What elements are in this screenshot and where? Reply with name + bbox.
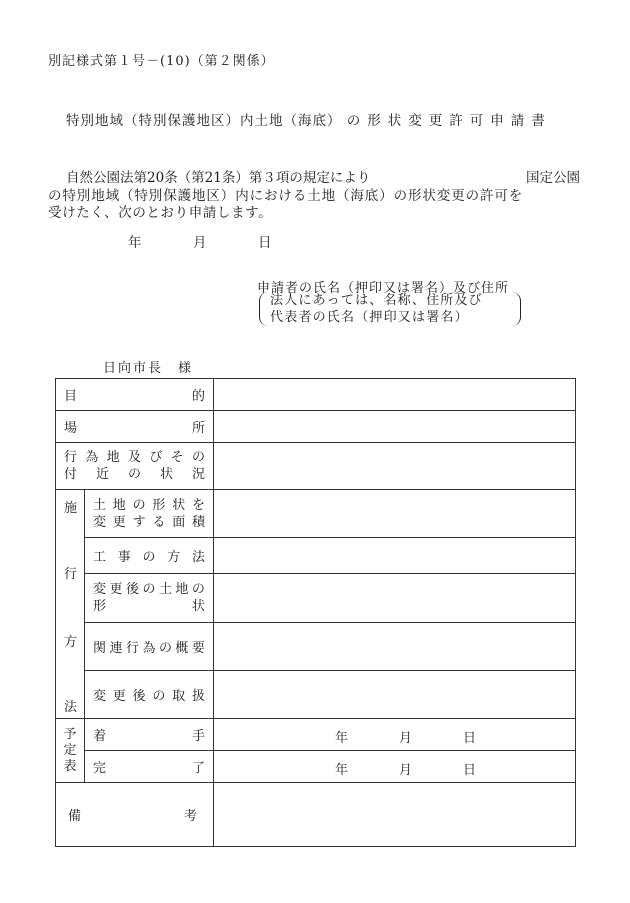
construction-method-field[interactable] [214, 538, 576, 574]
related-acts-field[interactable] [214, 622, 576, 670]
purpose-field[interactable] [214, 379, 576, 411]
body-line-1-left: 自然公園法第20条（第21条）第３項の規定により [66, 170, 371, 186]
body-line-1-right: 国定公園 [526, 170, 580, 186]
table-row-handling [56, 670, 576, 718]
finish-label: 完 了 [85, 751, 214, 783]
table-row-after-shape [56, 574, 576, 622]
handling-label: 変 更 後 の 取 扱 [85, 670, 214, 718]
place-field[interactable] [214, 411, 576, 443]
document-title [66, 109, 552, 129]
construction-method-label: 工 事 の 方 法 [85, 538, 214, 574]
document-title-rest: の形状変更許可申請書 [346, 113, 552, 129]
site-status-field[interactable] [214, 443, 576, 490]
execution-method-label: 施 行 方 法 [56, 490, 85, 719]
corporation-note-line-1: 法人にあっては、名称、住所及び [270, 293, 483, 308]
schedule-label: 予 定 表 [56, 719, 85, 783]
document-title-main: 特別地域（特別保護地区）内土地（海底） [66, 113, 342, 129]
date-year: 年 [128, 235, 142, 251]
after-shape-field[interactable] [214, 574, 576, 622]
corporation-note [259, 292, 521, 326]
start-label: 着 手 [85, 719, 214, 751]
start-date-field[interactable]: 年 月 日 [214, 719, 576, 751]
addressee: 日向市長 様 [103, 361, 194, 376]
table-row-method [56, 538, 576, 574]
finish-date-field[interactable]: 年 月 日 [214, 751, 576, 783]
table-row-remarks [56, 783, 576, 847]
body-line-2: の特別地域（特別保護地区）内における土地（海底）の形状変更の許可を [48, 188, 524, 204]
applicant-label: 申請者の氏名（押印又は署名）及び住所 [257, 281, 510, 296]
table-row-place [56, 411, 576, 443]
application-form-table [55, 378, 576, 847]
body-line-1 [66, 166, 580, 186]
related-acts-label: 関 連 行 為 の 概 要 [85, 622, 214, 670]
table-row-site-status [56, 443, 576, 490]
date-month: 月 [193, 235, 207, 251]
after-shape-label: 変 更 後 の 土 地 の 形 状 [85, 574, 214, 622]
area-label: 土 地 の 形 状 を 変 更 す る 面 積 [85, 490, 214, 538]
table-row-area [56, 490, 576, 538]
table-row-purpose [56, 379, 576, 411]
place-label: 場 所 [56, 411, 214, 443]
body-line-3: 受けたく、次のとおり申請します。 [48, 205, 273, 221]
remarks-label: 備 考 [56, 783, 214, 847]
table-row-finish [56, 751, 576, 783]
table-row-start [56, 719, 576, 751]
site-status-label: 行 為 地 及 び そ の 付 近 の 状 況 [56, 443, 214, 490]
purpose-label: 目 的 [56, 379, 214, 411]
area-field[interactable] [214, 490, 576, 538]
corporation-note-line-2: 代表者の氏名（押印又は署名） [270, 310, 469, 325]
handling-field[interactable] [214, 670, 576, 718]
form-number-label: 別記様式第１号－(10)（第２関係） [48, 54, 275, 69]
remarks-field[interactable] [214, 783, 576, 847]
date-day: 日 [258, 235, 272, 251]
table-row-related [56, 622, 576, 670]
